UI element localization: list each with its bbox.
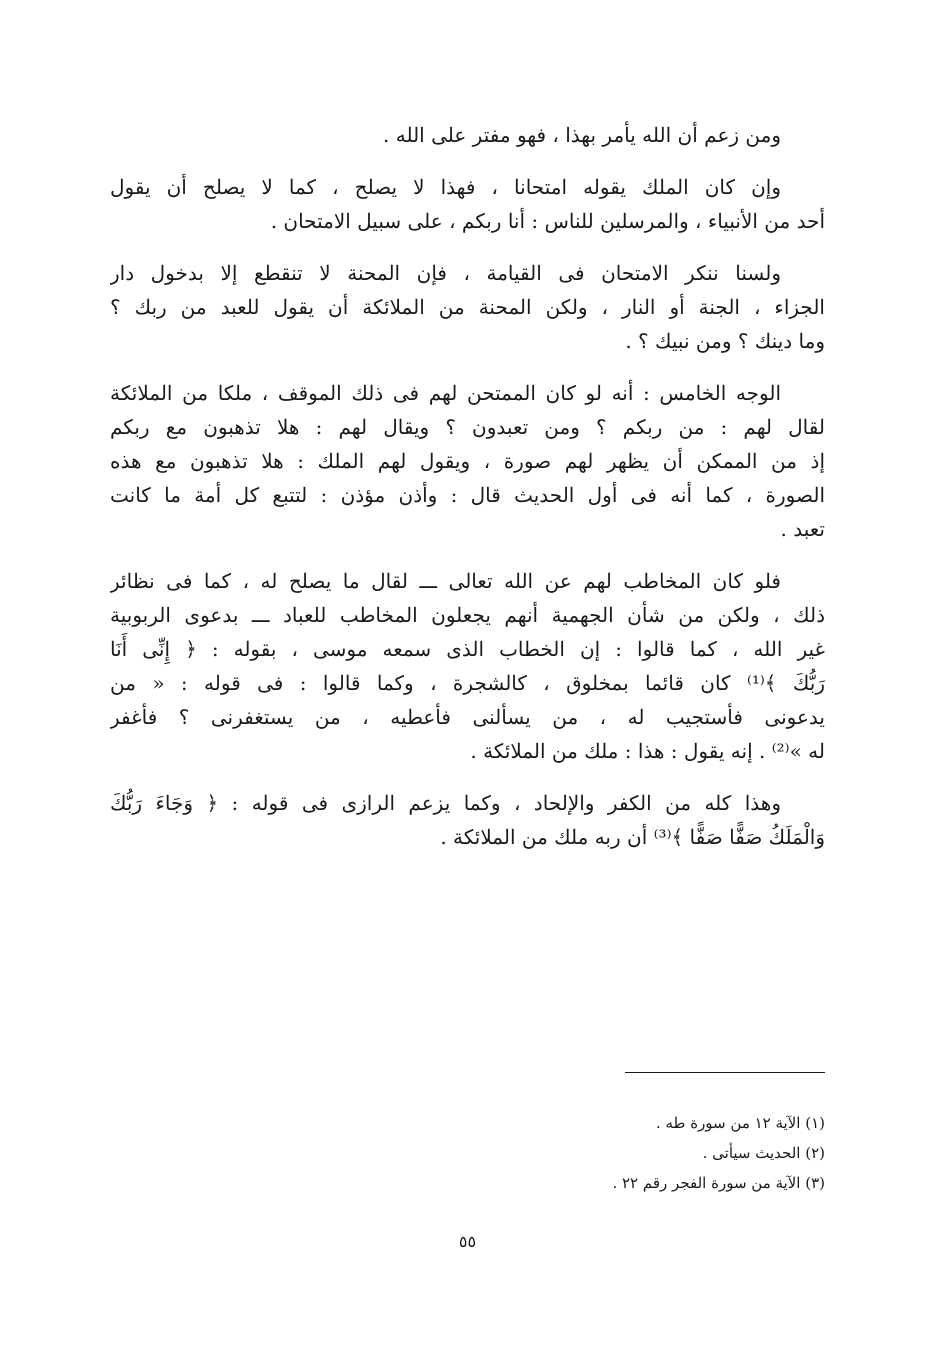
text-line: تعبد .: [780, 517, 825, 541]
text-line: وهذا كله من الكفر والإلحاد ، وكما يزعم الرازى فى قوله : ﴿ وَجَاءَ رَبُّكَ: [110, 791, 781, 815]
text-line: الجزاء ، الجنة أو النار ، ولكن المحنة من الملائكة أن يقول للعبد من ربك ؟: [110, 295, 825, 319]
paragraph-3: [110, 256, 825, 358]
footnotes: [325, 1108, 825, 1198]
page-number: ٥٥: [458, 1232, 477, 1251]
footnote-3: (٣) الآية من سورة الفجر رقم ٢٢ .: [612, 1174, 825, 1192]
main-text: [110, 118, 825, 872]
footnote-2: (٢) الحديث سيأتى .: [702, 1144, 825, 1162]
text-line: الصورة ، كما أنه فى أول الحديث قال : وأذن مؤذن : لتتبع كل أمة ما كانت: [110, 483, 825, 507]
text-line: ذلك ، ولكن من شأن الجهمية أنهم يجعلون المخاطب للعباد ـــ بدعوى الربوبية: [110, 603, 825, 627]
text-line: وإن كان الملك يقوله امتحانا ، فهذا لا يصلح ، كما لا يصلح أن يقول: [110, 175, 781, 199]
text-line: وَالْمَلَكُ صَفًّا صَفًّا ﴾⁽³⁾ أن ربه ملك من الملائكة .: [440, 825, 825, 849]
paragraph-4: [110, 376, 825, 546]
text-line: إذ من الممكن أن يظهر لهم صورة ، ويقول لهم الملك : هلا تذهبون مع هذه: [110, 449, 825, 473]
text-line: غير الله ، كما قالوا : إن الخطاب الذى سمعه موسى ، بقوله : ﴿ إِنِّى أَنَا: [110, 637, 825, 661]
text-line: وما دينك ؟ ومن نبيك ؟ .: [625, 329, 825, 353]
text-line: ولسنا ننكر الامتحان فى القيامة ، فإن المحنة لا تنقطع إلا بدخول دار: [110, 261, 781, 285]
paragraph-2: [110, 170, 825, 238]
text-line: فلو كان المخاطب لهم عن الله تعالى ـــ لقال ما يصلح له ، كما فى نظائر: [110, 569, 781, 593]
paragraph-5: [110, 564, 825, 768]
paragraph-1: [110, 118, 825, 152]
text-line: ومن زعم أن الله يأمر بهذا ، فهو مفتر على الله .: [383, 123, 781, 147]
paragraph-6: [110, 786, 825, 854]
footnote-1: (١) الآية ١٢ من سورة طه .: [655, 1114, 825, 1132]
footnote-separator: [625, 1072, 825, 1073]
text-line: الوجه الخامس : أنه لو كان الممتحن لهم فى ذلك الموقف ، ملكا من الملائكة: [110, 381, 781, 405]
text-line: يدعونى فأستجيب له ، من يسألنى فأعطيه ، من يستغفرنى ؟ فأغفر: [110, 705, 825, 729]
text-line: رَبُّكَ ﴾⁽¹⁾ كان قائما بمخلوق ، كالشجرة ، وكما قالوا : فى قوله : « من: [110, 671, 825, 695]
text-line: لقال لهم : من ربكم ؟ ومن تعبدون ؟ ويقال لهم : هلا تذهبون مع ربكم: [110, 415, 825, 439]
text-line: له »⁽²⁾ . إنه يقول : هذا : ملك من الملائكة .: [470, 739, 825, 763]
text-line: أحد من الأنبياء ، والمرسلين للناس : أنا ربكم ، على سبيل الامتحان .: [270, 209, 825, 233]
